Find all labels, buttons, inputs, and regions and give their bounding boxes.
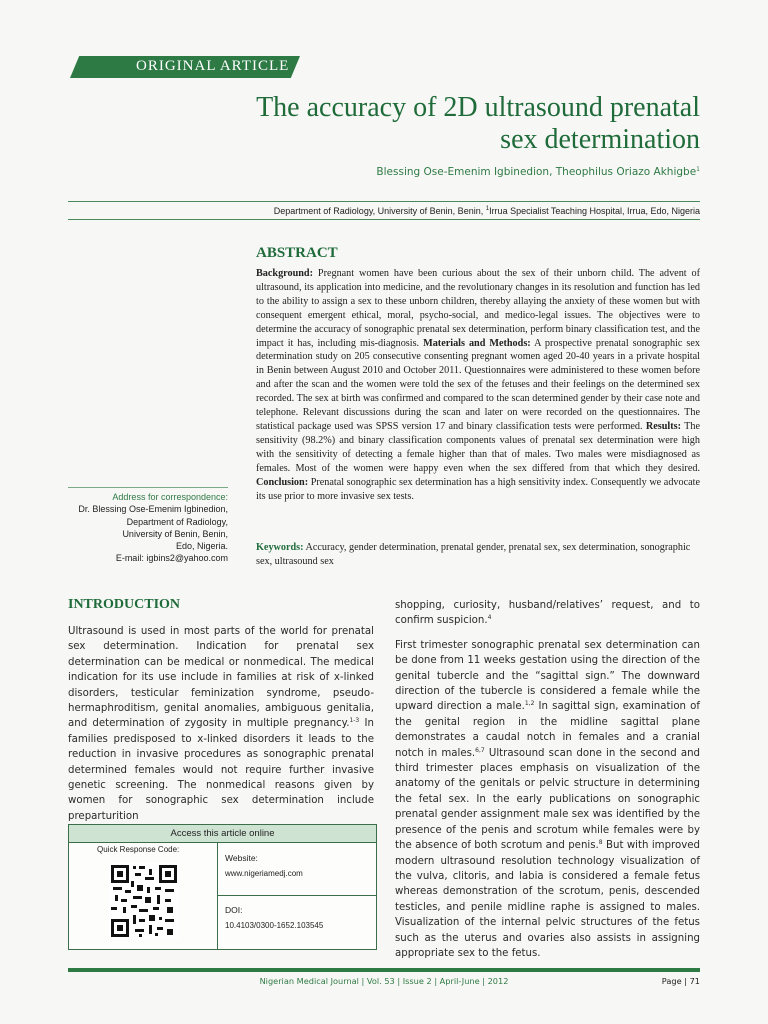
intro-paragraph-continued: [395, 598, 700, 629]
affiliation-part-2: Irrua Specialist Teaching Hospital, Irrua, Edo, Nigeria: [489, 206, 700, 216]
access-box-divider-horizontal: [218, 895, 376, 896]
body-column-right: [395, 598, 700, 970]
authors-sup: 1: [696, 166, 700, 173]
intro-paragraph-1: [68, 624, 374, 824]
abstract-background-label: Background:: [256, 268, 313, 279]
keywords-label: Keywords:: [256, 542, 304, 553]
article-type-label: ORIGINAL ARTICLE: [136, 58, 290, 74]
intro-c2p2a-sup: 1,2: [524, 700, 535, 708]
introduction-heading: INTRODUCTION: [68, 597, 181, 612]
affiliation: [68, 206, 700, 216]
doi-label: DOI:: [225, 905, 243, 915]
intro-c2p2b-sup: 6,7: [475, 746, 485, 754]
abstract-conclusion-label: Conclusion:: [256, 476, 309, 488]
abstract-conclusion: Prenatal sonographic sex determination has a high sensitivity index. Consequently we advocate its use prior to more invasive sex tests.: [256, 476, 700, 502]
correspondence-place: Edo, Nigeria.: [175, 541, 228, 552]
correspondence-block: [68, 491, 228, 565]
intro-c2p2d: But with improved modern ultrasound resolution technology visualization of the vulva, clitoris, and labia is considered a female fetus whereas demonstration of the scrotum, penis, descended testicles, and penile midline raphe is assigned to males. Visualization of the internal pelvic structures of the fetus such as the uterus and ovaries also assists in assigning appropriate sex to the fetus.: [395, 840, 700, 959]
footer-rule: [68, 968, 700, 972]
title-line-2: sex determination: [500, 124, 700, 155]
affiliation-sup: 1: [485, 206, 490, 212]
abstract-methods-label: Materials and Methods:: [423, 337, 531, 349]
page-number: Page | 71: [661, 976, 700, 986]
intro-c2p1: shopping, curiosity, husband/relatives’ request, and to confirm suspicion.: [395, 600, 700, 627]
website-label: Website:: [225, 853, 258, 863]
body-column-left: [68, 624, 374, 833]
keywords-text: Accuracy, gender determination, prenatal gender, prenatal sex, sex determination, sonographic sex, ultrasound sex: [256, 542, 691, 567]
correspondence-name: Dr. Blessing Ose-Emenim Igbinedion,: [78, 504, 228, 515]
correspondence-rule: [68, 487, 228, 488]
abstract-background: Pregnant women have been curious about the sex of their unborn child. The advent of ultrasound, its application into medicine, and the revolutionary changes in its resolution and function has led to the ability to assign a sex to these unborn children, thereby allaying the anxiety of these women but with consequent emergent ethical, moral, psycho-social, and medico-legal issues. The objectives were to determine the accuracy of sonographic prenatal sex determination, perform binary classification test, and the impact it has, including mis-diagnosis.: [256, 268, 700, 349]
access-article-box: [68, 824, 377, 950]
abstract-body: [256, 267, 700, 503]
doi-value[interactable]: 10.4103/0300-1652.103545: [225, 921, 324, 930]
intro-c2p2c: Ultrasound scan done in the second and third trimester places emphasis on visualization of the anatomy of the genitals or pelvic structure in determining the fetal sex. In the early publications on sonographic prenatal gender assignment male sex was identified by the presence of the penis and scrotum while females were by the absence of both scrotum and penis.: [395, 747, 700, 852]
correspondence-heading: Address for correspondence:: [112, 492, 228, 502]
website-link[interactable]: www.nigeriamedj.com: [225, 869, 303, 878]
qr-code-label: Quick Response Code:: [97, 845, 180, 854]
access-box-heading: Access this article online: [69, 825, 376, 843]
authors-text: Blessing Ose-Emenim Igbinedion, Theophilus Oriazo Akhigbe: [376, 166, 697, 178]
intro-p1a-sup: 1-3: [349, 717, 360, 725]
article-title: [180, 92, 700, 156]
intro-p1b: In families predisposed to x-linked disorders it leads to the reduction in invasive procedures as sonographic prenatal determined females would not require further invasive genetic screening. The nonmedical reasons given by women for sonographic sex determination include preparturition: [68, 718, 374, 822]
correspondence-dept: Department of Radiology,: [126, 516, 228, 527]
keywords: [256, 541, 700, 568]
header-rule-bottom: [68, 219, 700, 220]
intro-c2p2c-sup: 8: [598, 839, 603, 847]
header-rule-top: [68, 201, 700, 202]
title-line-1: The accuracy of 2D ultrasound prenatal: [256, 92, 700, 123]
abstract-results-label: Results:: [645, 420, 681, 432]
footer-journal-info: Nigerian Medical Journal | Vol. 53 | Issue 2 | April-June | 2012: [259, 976, 509, 986]
intro-p1a: Ultrasound is used in most parts of the world for prenatal sex determination. Indication for prenatal sex determination can be medical or nonmedical. The medical indication for its use include in families at risk of x-linked disorders, testicular feminization syndrome, pseudo-hermaphroditism, genital anomalies, ambiguous genitalia, and determination of zygosity in multiple pregnancy.: [68, 626, 374, 730]
abstract-results: The sensitivity (98.2%) and binary classification components values of prenatal sex determination were high with the sensitivity of detecting a female higher than that of males. Two males were misdiagnosed as females. Most of the women were happy even when the sex differed from that which they desired.: [256, 420, 700, 474]
qr-code-icon[interactable]: [109, 863, 179, 939]
correspondence-email: E-mail: igbins2@yahoo.com: [115, 553, 228, 564]
intro-c2p1-sup: 4: [487, 614, 492, 622]
intro-c2p2b: In sagittal sign, examination of the genital region in the midline sagittal plane demonstrates a caudal notch in females and a cranial notch in males.: [395, 701, 700, 759]
abstract-methods: A prospective prenatal sonographic sex determination study on 205 consecutive consenting pregnant women aged 20-40 years in a private hospital in Benin between August 2010 and October 2011. Questionnaires were administered to these women before and after the scan and the women were told the sex of the fetuses and their feelings on the determined sex recorded. The sex at birth was confirmed and compared to the scan determined gender by their case note and telephone. Relevant discussions during the scan and later on were recorded on the questionnaires. The statistical package used was SPSS version 17 and binary classification tests were performed.: [256, 337, 701, 432]
abstract-heading: ABSTRACT: [256, 245, 338, 261]
affiliation-part-1: Department of Radiology, University of Benin, Benin,: [273, 206, 486, 216]
correspondence-university: University of Benin, Benin,: [122, 528, 228, 539]
intro-c2p2a: First trimester sonographic prenatal sex determination can be done from 11 weeks gestation using the direction of the genital tubercle and the “sagittal sign.” The downward direction of the tubercle is considered a female while the upward direction a male.: [395, 639, 700, 713]
intro-paragraph-2: [395, 638, 700, 962]
author-list: [240, 166, 700, 178]
